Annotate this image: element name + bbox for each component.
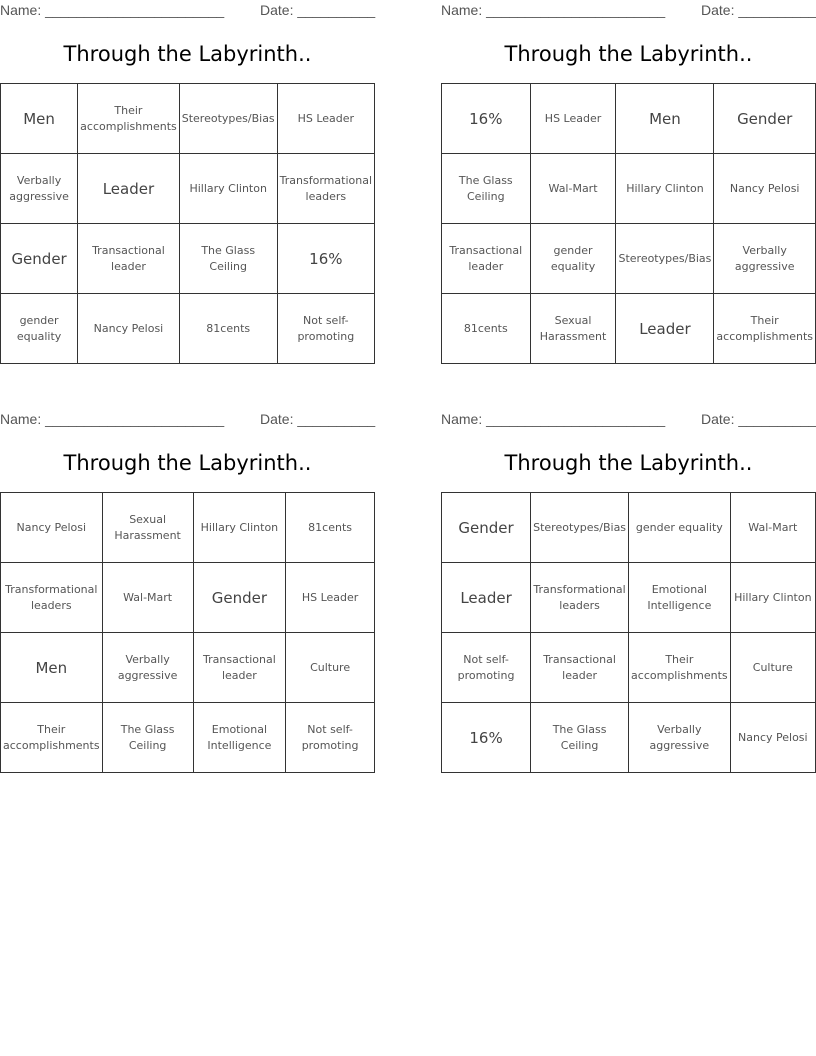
grid-cell: 81cents bbox=[442, 294, 531, 364]
grid-row bbox=[442, 154, 816, 224]
bingo-card bbox=[0, 409, 375, 789]
grid-cell: Transactional leader bbox=[193, 633, 286, 703]
grid-cell: gender equality bbox=[530, 224, 616, 294]
grid-row bbox=[1, 633, 375, 703]
grid-cell: Their accomplishments bbox=[629, 633, 731, 703]
grid-cell: Men bbox=[616, 84, 714, 154]
grid-cell: Men bbox=[1, 84, 78, 154]
date-field: Date: __________ bbox=[701, 411, 816, 427]
grid-cell: Hillary Clinton bbox=[193, 493, 286, 563]
grid-cell: 81cents bbox=[286, 493, 375, 563]
grid-cell: Men bbox=[1, 633, 103, 703]
bingo-card bbox=[0, 0, 375, 380]
card-title: Through the Labyrinth.. bbox=[504, 42, 753, 66]
card-title: Through the Labyrinth.. bbox=[504, 451, 753, 475]
card-header bbox=[0, 409, 375, 429]
grid-row bbox=[1, 294, 375, 364]
grid-cell: Leader bbox=[442, 563, 531, 633]
grid-cell: Stereotypes/Bias bbox=[616, 224, 714, 294]
grid-cell: Verbally aggressive bbox=[714, 224, 816, 294]
grid-row bbox=[442, 703, 816, 773]
grid-cell: Their accomplishments bbox=[714, 294, 816, 364]
grid-cell: Gender bbox=[714, 84, 816, 154]
grid-cell: Not self-promoting bbox=[277, 294, 374, 364]
bingo-card bbox=[441, 0, 816, 380]
card-title: Through the Labyrinth.. bbox=[63, 451, 312, 475]
grid-cell: Sexual Harassment bbox=[102, 493, 193, 563]
grid-cell: 16% bbox=[277, 224, 374, 294]
grid-cell: HS Leader bbox=[277, 84, 374, 154]
grid-cell: Culture bbox=[730, 633, 815, 703]
grid-row bbox=[442, 294, 816, 364]
card-header bbox=[441, 409, 816, 429]
grid-cell: Wal-Mart bbox=[102, 563, 193, 633]
date-field: Date: __________ bbox=[260, 411, 376, 427]
grid-row bbox=[1, 224, 375, 294]
grid-cell: gender equality bbox=[1, 294, 78, 364]
grid-cell: Verbally aggressive bbox=[629, 703, 731, 773]
grid-cell: Leader bbox=[616, 294, 714, 364]
date-field: Date: __________ bbox=[260, 2, 376, 18]
grid-cell: Transformational leaders bbox=[531, 563, 629, 633]
grid-cell: Wal-Mart bbox=[730, 493, 815, 563]
grid-cell: 16% bbox=[442, 84, 531, 154]
grid-cell: Culture bbox=[286, 633, 375, 703]
grid-cell: Stereotypes/Bias bbox=[531, 493, 629, 563]
bingo-grid bbox=[441, 83, 816, 364]
grid-cell: Not self-promoting bbox=[286, 703, 375, 773]
grid-cell: 16% bbox=[442, 703, 531, 773]
card-header bbox=[0, 0, 375, 20]
grid-cell: Nancy Pelosi bbox=[1, 493, 103, 563]
grid-cell: Verbally aggressive bbox=[102, 633, 193, 703]
grid-cell: Transactional leader bbox=[78, 224, 180, 294]
grid-cell: Verbally aggressive bbox=[1, 154, 78, 224]
grid-cell: Nancy Pelosi bbox=[714, 154, 816, 224]
grid-cell: Emotional Intelligence bbox=[193, 703, 286, 773]
grid-cell: Not self-promoting bbox=[442, 633, 531, 703]
grid-cell: Transformational leaders bbox=[277, 154, 374, 224]
grid-row bbox=[442, 633, 816, 703]
grid-cell: Leader bbox=[78, 154, 180, 224]
grid-cell: Hillary Clinton bbox=[616, 154, 714, 224]
grid-cell: Gender bbox=[442, 493, 531, 563]
grid-cell: Their accomplishments bbox=[1, 703, 103, 773]
grid-row bbox=[442, 563, 816, 633]
grid-row bbox=[1, 493, 375, 563]
grid-cell: Gender bbox=[193, 563, 286, 633]
grid-cell: The Glass Ceiling bbox=[179, 224, 277, 294]
grid-cell: Transactional leader bbox=[531, 633, 629, 703]
grid-row bbox=[442, 224, 816, 294]
grid-row bbox=[1, 84, 375, 154]
bingo-grid bbox=[0, 492, 375, 773]
grid-cell: 81cents bbox=[179, 294, 277, 364]
grid-cell: HS Leader bbox=[286, 563, 375, 633]
grid-cell: Sexual Harassment bbox=[530, 294, 616, 364]
date-field: Date: __________ bbox=[701, 2, 816, 18]
card-title: Through the Labyrinth.. bbox=[63, 42, 312, 66]
grid-cell: The Glass Ceiling bbox=[531, 703, 629, 773]
card-header bbox=[441, 0, 816, 20]
grid-cell: Emotional Intelligence bbox=[629, 563, 731, 633]
grid-cell: Transformational leaders bbox=[1, 563, 103, 633]
grid-cell: Hillary Clinton bbox=[730, 563, 815, 633]
grid-cell: gender equality bbox=[629, 493, 731, 563]
grid-row bbox=[1, 703, 375, 773]
grid-cell: Gender bbox=[1, 224, 78, 294]
bingo-grid bbox=[0, 83, 375, 364]
grid-row bbox=[442, 84, 816, 154]
grid-cell: Transactional leader bbox=[442, 224, 531, 294]
name-field: Name: _______________________ bbox=[441, 411, 666, 427]
grid-row bbox=[1, 563, 375, 633]
bingo-grid bbox=[441, 492, 816, 773]
name-field: Name: _______________________ bbox=[0, 2, 225, 18]
bingo-card bbox=[441, 409, 816, 789]
grid-row bbox=[442, 493, 816, 563]
grid-cell: Hillary Clinton bbox=[179, 154, 277, 224]
grid-row bbox=[1, 154, 375, 224]
grid-cell: Nancy Pelosi bbox=[78, 294, 180, 364]
grid-cell: Wal-Mart bbox=[530, 154, 616, 224]
grid-cell: The Glass Ceiling bbox=[442, 154, 531, 224]
grid-cell: Nancy Pelosi bbox=[730, 703, 815, 773]
grid-cell: Stereotypes/Bias bbox=[179, 84, 277, 154]
grid-cell: Their accomplishments bbox=[78, 84, 180, 154]
name-field: Name: _______________________ bbox=[441, 2, 666, 18]
name-field: Name: _______________________ bbox=[0, 411, 225, 427]
grid-cell: HS Leader bbox=[530, 84, 616, 154]
grid-cell: The Glass Ceiling bbox=[102, 703, 193, 773]
